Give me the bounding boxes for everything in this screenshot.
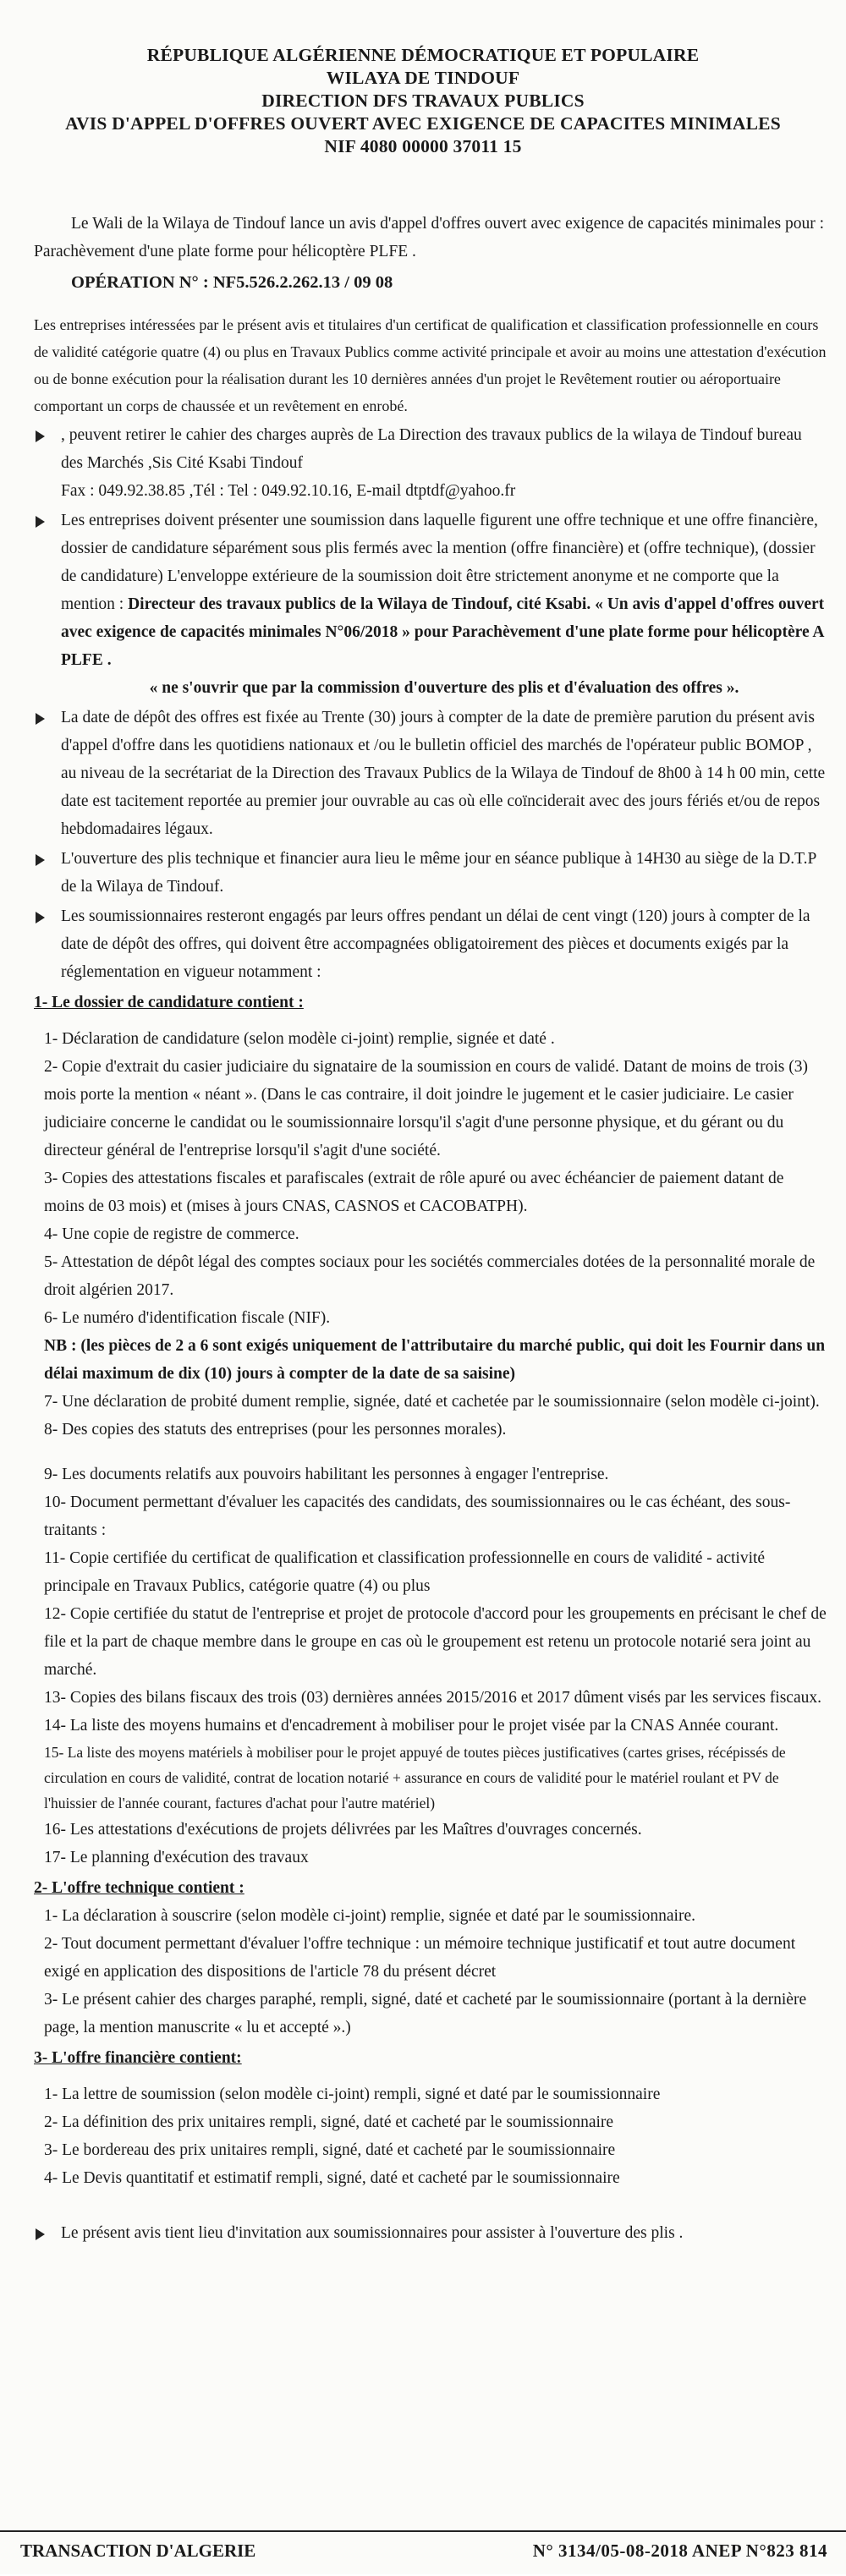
section-2-list xyxy=(34,1902,827,2042)
section-2-title: 2- L'offre technique contient : xyxy=(34,1879,244,1897)
list-item: 13- Copies des bilans fiscaux des trois (03) dernières années 2015/2016 et 2017 dûment visés par les services fiscaux. xyxy=(44,1689,821,1707)
contact-line: Fax : 049.92.38.85 ,Tél : Tel : 049.92.10.16, E-mail dtptdf@yahoo.fr xyxy=(61,482,516,500)
header-line-wilaya: WILAYA DE TINDOUF xyxy=(326,68,520,88)
section-1-title: 1- Le dossier de candidature contient : xyxy=(34,994,304,1011)
operation-number: OPÉRATION N° : NF5.526.2.262.13 / 09 08 xyxy=(71,273,393,292)
list-item: 10- Document permettant d'évaluer les capacités des candidats, des soumissionnaires ou le cas échéant, des sous-traitants : xyxy=(44,1494,791,1539)
section-1-list xyxy=(34,1025,827,1872)
document-footer xyxy=(0,2530,846,2576)
list-item: 14- La liste des moyens humains et d'encadrement à mobiliser pour le projet visée par la CNAS Année courant. xyxy=(44,1717,779,1735)
list-item: 2- Tout document permettant d'évaluer l'offre technique : un mémoire technique justificatif et tout autre document exigé en application des dispositions de l'article 78 du présent décret xyxy=(44,1935,796,1981)
list-item: 17- Le planning d'exécution des travaux xyxy=(44,1849,309,1866)
list-item: 3- Copies des attestations fiscales et parafiscales (extrait de rôle apuré ou avec échéancier de paiement datant de moins de 03 mois) et (mises à jours CNAS, CASNOS et CACOBATPH). xyxy=(44,1170,784,1215)
list-item: 8- Des copies des statuts des entreprises (pour les personnes morales). xyxy=(44,1421,507,1439)
list-item: 4- Le Devis quantitatif et estimatif rempli, signé, daté et cacheté par le soumissionnaire xyxy=(44,2169,620,2187)
bullet-submission xyxy=(34,507,827,702)
bullet-retrieve-specs xyxy=(34,421,827,505)
list-item: 1- Déclaration de candidature (selon modèle ci-joint) remplie, signée et daté . xyxy=(44,1030,555,1048)
bullet-opening xyxy=(34,845,827,901)
deadline-text: La date de dépôt des offres est fixée au Trente (30) jours à compter de la date de première parution du présent avis d'appel d'offre dans les quotidiens nationaux et /ou le bulletin officiel des marchés de l'opérateur public BOMOP , au niveau de la secrétariat de la Direction des Travaux Publics de la Wilaya de Tindouf de 8h00 à 14 h 00 min, cette date est tacitement reportée au premier jour ouvrable au cas où elle coïnciderait avec des jours fériés et/ou de repos hebdomadaires légaux. xyxy=(61,709,826,838)
list-item: 3- Le bordereau des prix unitaires rempli, signé, daté et cacheté par le soumissionnaire xyxy=(44,2141,616,2159)
triangle-bullet-icon xyxy=(36,507,45,534)
document-header xyxy=(0,0,846,158)
intro-paragraph: Le Wali de la Wilaya de Tindouf lance un avis d'appel d'offres ouvert avec exigence de capacités minimales pour : Parachèvement d'une plate forme pour hélicoptère PLFE . xyxy=(34,215,825,260)
list-item: 15- La liste des moyens matériels à mobiliser pour le projet appuyé de toutes pièces justificatives (cartes grises, récépissés de circulation en cours de validité, contrat de location notarié + assurance en cours de validité pour le matériel roulant et PV de l'huissier de l'année courant, factures d'achat pour l'autre matériel) xyxy=(44,1744,786,1811)
footer-reference: N° 3134/05-08-2018 ANEP N°823 814 xyxy=(532,2540,827,2561)
list-item: 1- La déclaration à souscrire (selon modèle ci-joint) remplie, signée et daté par le soumissionnaire. xyxy=(44,1907,695,1925)
list-item: 4- Une copie de registre de commerce. xyxy=(44,1225,299,1243)
list-item: 1- La lettre de soumission (selon modèle ci-joint) rempli, signé et daté par le soumissionnaire xyxy=(44,2085,661,2103)
document-body xyxy=(34,199,827,2247)
list-item: 6- Le numéro d'identification fiscale (NIF). xyxy=(44,1309,331,1327)
submission-text-plain: Les entreprises doivent présenter une soumission dans laquelle figurent une offre technique et une offre financière, dossier de candidature séparément sous plis fermés avec la mention (offre financière) et (offre technique), (dossier de candidature) L'enveloppe extérieure de la soumission doit être strictement anonyme et ne comporte que la mention : xyxy=(61,512,818,613)
list-item: 9- Les documents relatifs aux pouvoirs habilitant les personnes à engager l'entreprise. xyxy=(44,1466,609,1483)
submission-mention: « ne s'ouvrir que par la commission d'ouverture des plis et d'évaluation des offres ». xyxy=(149,679,739,697)
list-item: 16- Les attestations d'exécutions de projets délivrées par les Maîtres d'ouvrages concernés. xyxy=(44,1821,642,1839)
triangle-bullet-icon xyxy=(36,902,45,930)
list-item: 5- Attestation de dépôt légal des comptes sociaux pour les sociétés commerciales dotées de la personnalité morale de droit algérien 2017. xyxy=(44,1253,816,1299)
header-line-direction: DIRECTION DFS TRAVAUX PUBLICS xyxy=(261,90,585,111)
header-line-avis: AVIS D'APPEL D'OFFRES OUVERT AVEC EXIGENCE DE CAPACITES MINIMALES xyxy=(65,113,781,134)
bullet-validity xyxy=(34,902,827,986)
closing-text: Le présent avis tient lieu d'invitation aux soumissionnaires pour assister à l'ouverture des plis . xyxy=(61,2224,684,2242)
section-3-list xyxy=(34,2080,827,2192)
footer-publication: TRANSACTION D'ALGERIE xyxy=(20,2540,256,2561)
opening-text: L'ouverture des plis technique et financier aura lieu le même jour en séance publique à 14H30 au siège de la D.T.P de la Wilaya de Tindouf. xyxy=(61,850,816,896)
bullet-closing xyxy=(34,2219,827,2247)
submission-text-bold: Directeur des travaux publics de la Wilaya de Tindouf, cité Ksabi. « Un avis d'appel d'offres ouvert avec exigence de capacités minimales N°06/2018 » pour Parachèvement d'une plate forme pour hélicoptère A PLFE . xyxy=(61,595,825,669)
list-item: 12- Copie certifiée du statut de l'entreprise et projet de protocole d'accord pour les groupements en précisant le chef de file et la part de chaque membre dans le groupe en cas où le groupement est retenu un protocole notarié sera joint au marché. xyxy=(44,1605,827,1679)
header-line-nif: NIF 4080 00000 37011 15 xyxy=(324,136,522,156)
list-item: 11- Copie certifiée du certificat de qualification et classification professionnelle en cours de validité - activité principale en Travaux Publics, catégorie quatre (4) ou plus xyxy=(44,1549,766,1595)
nb-note: NB : (les pièces de 2 a 6 sont exigés uniquement de l'attributaire du marché public, qui doit les Fournir dans un délai maximum de dix (10) jours à compter de la date de sa saisine) xyxy=(44,1337,826,1383)
bullet-text: , peuvent retirer le cahier des charges auprès de La Direction des travaux publics de la wilaya de Tindouf bureau des Marchés ,Sis Cité Ksabi Tindouf xyxy=(61,426,802,472)
list-item: 2- Copie d'extrait du casier judiciaire du signataire de la soumission en cours de validé. Datant de moins de trois (3) mois porte la mention « néant ». (Dans le cas contraire, il doit joindre le jugement et le casier judiciaire. Le casier judiciaire concerne le candidat ou le soumissionnaire lorsqu'il s'agit d'une personne physique, et du gérant ou du directeur général de l'entreprise lorsqu'il s'agit d'une société. xyxy=(44,1058,808,1159)
submission-text xyxy=(61,507,827,674)
triangle-bullet-icon xyxy=(36,845,45,873)
list-item: 7- Une déclaration de probité dument remplie, signée, daté et cachetée par le soumissionnaire (selon modèle ci-joint). xyxy=(44,1393,820,1411)
header-line-republic: RÉPUBLIQUE ALGÉRIENNE DÉMOCRATIQUE ET POPULAIRE xyxy=(146,45,700,65)
eligibility-paragraph: Les entreprises intéressées par le présent avis et titulaires d'un certificat de qualification et classification professionnelle en cours de validité catégorie quatre (4) ou plus en Travaux Publics comme activité principale et avoir au moins une attestation d'exécution ou de bonne exécution pour la réalisation durant les 10 dernières années d'un projet le Revêtement routier ou aéroportuaire comportant un corps de chaussée et un revêtement en enrobé. xyxy=(34,316,827,414)
list-item: 3- Le présent cahier des charges paraphé, rempli, signé, daté et cacheté par le soumissionnaire (portant à la dernière page, la mention manuscrite « lu et accepté ».) xyxy=(44,1991,807,2036)
section-3-title: 3- L'offre financière contient: xyxy=(34,2049,242,2067)
list-item: 2- La définition des prix unitaires rempli, signé, daté et cacheté par le soumissionnaire xyxy=(44,2113,614,2131)
triangle-bullet-icon xyxy=(36,2219,45,2247)
validity-text: Les soumissionnaires resteront engagés par leurs offres pendant un délai de cent vingt (120) jours à compter de la date de dépôt des offres, qui doivent être accompagnées obligatoirement des pièces et documents exigés par la réglementation en vigueur notamment : xyxy=(61,907,810,981)
triangle-bullet-icon xyxy=(36,421,45,449)
bullet-deadline xyxy=(34,704,827,843)
triangle-bullet-icon xyxy=(36,704,45,732)
